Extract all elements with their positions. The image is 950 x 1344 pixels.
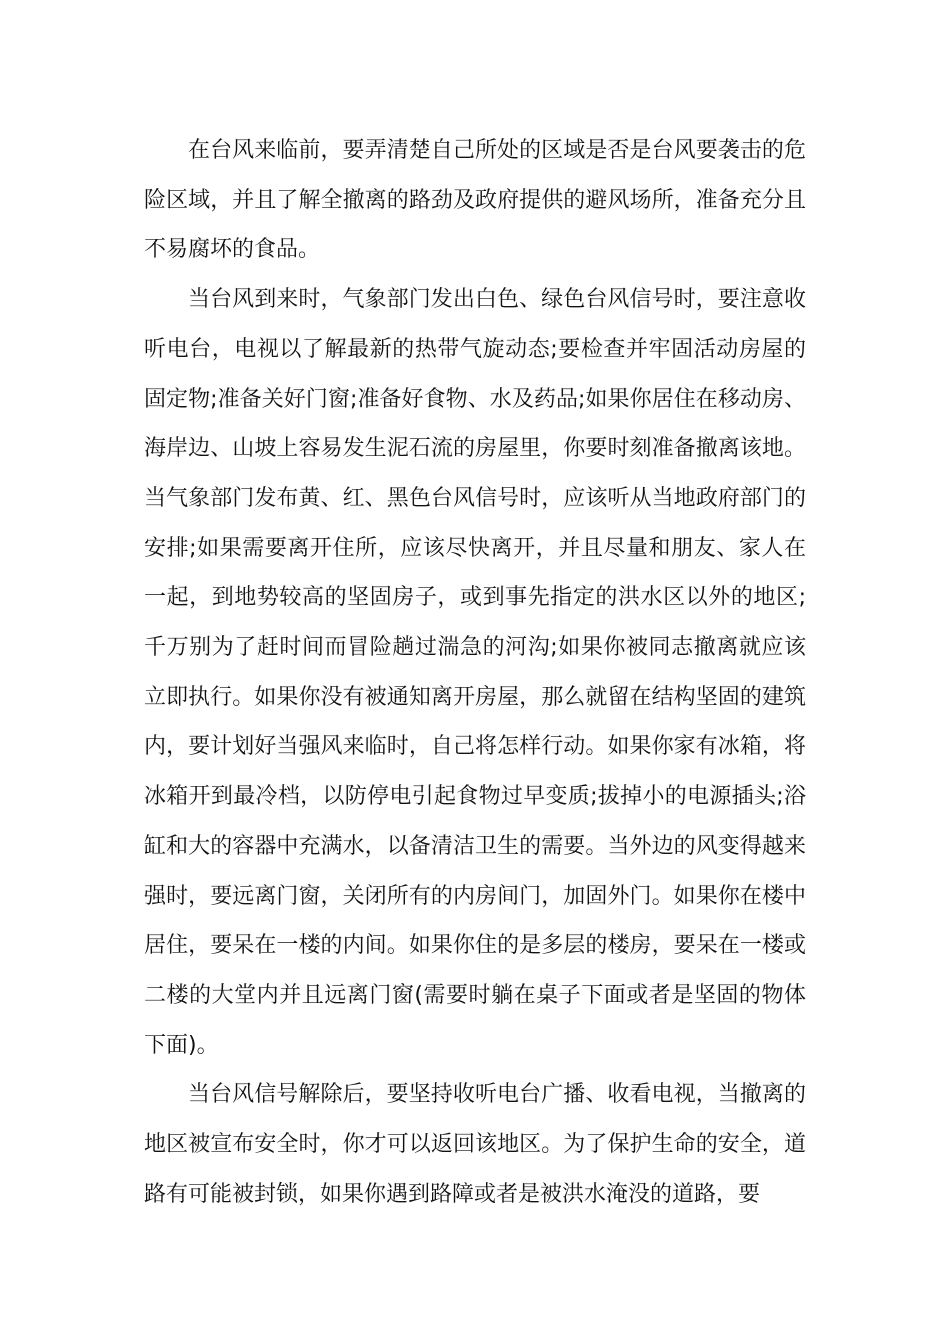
paragraph-before-typhoon: 在台风来临前，要弄清楚自己所处的区域是否是台风要袭击的危险区域，并且了解全撤离的路劲及政府提供的避风场所，准备充分且不易腐坏的食品。 bbox=[144, 138, 806, 263]
paragraph-during-typhoon: 当台风到来时，气象部门发出白色、绿色台风信号时，要注意收听电台，电视以了解最新的热带气旋动态;要检查并牢固活动房屋的固定物;准备关好门窗;准备好食物、水及药品;如果你居住在移动房、海岸边、山坡上容易发生泥石流的房屋里，你要时刻准备撤离该地。当气象部门发布黄、红、黑色台风信号时，应该听从当地政府部门的安排;如果需要离开住所，应该尽快离开，并且尽量和朋友、家人在一起，到地势较高的坚固房子，或到事先指定的洪水区以外的地区;千万别为了赶时间而冒险趟过湍急的河沟;如果你被同志撤离就应该立即执行。如果你没有被通知离开房屋，那么就留在结构坚固的建筑内，要计划好当强风来临时，自己将怎样行动。如果你家有冰箱，将冰箱开到最冷档，以防停电引起食物过早变质;拔掉小的电源插头;浴缸和大的容器中充满水，以备清洁卫生的需要。当外边的风变得越来强时，要远离门窗，关闭所有的内房间门，加固外门。如果你在楼中居住，要呆在一楼的内间。如果你住的是多层的楼房，要呆在一楼或二楼的大堂内并且远离门窗(需要时躺在桌子下面或者是坚固的物体下面)。 bbox=[144, 287, 806, 1058]
paragraph-after-typhoon: 当台风信号解除后，要坚持收听电台广播、收看电视，当撤离的地区被宣布安全时，你才可以返回该地区。为了保护生命的安全，道路有可能被封锁，如果你遇到路障或者是被洪水淹没的道路，要 bbox=[144, 1082, 806, 1207]
document-body bbox=[144, 126, 806, 1219]
